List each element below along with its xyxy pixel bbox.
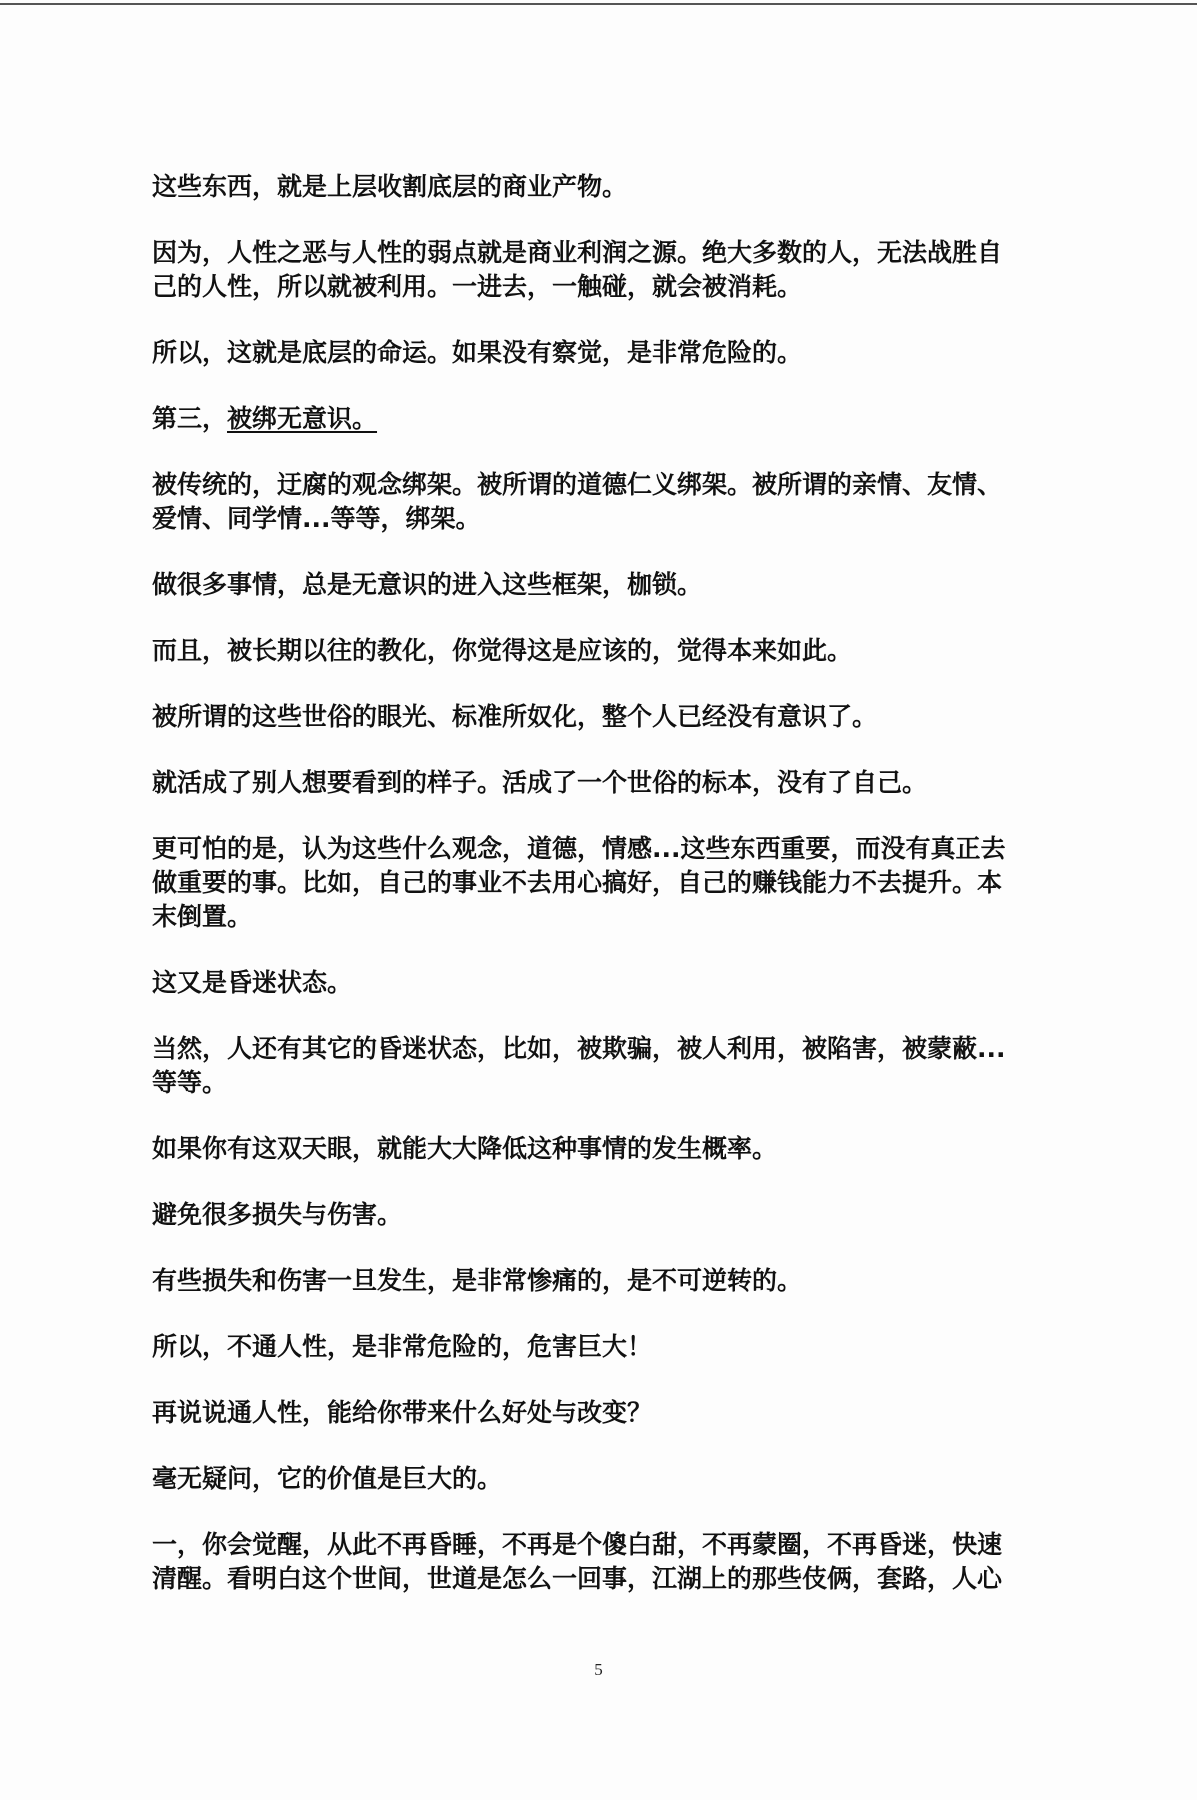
line: 被传统的，迂腐的观念绑架。被所谓的道德仁义绑架。被所谓的亲情、友情、 xyxy=(152,470,1003,499)
line: 这又是昏迷状态。 xyxy=(152,968,353,997)
paragraph-11 xyxy=(152,966,1032,1000)
paragraph-12 xyxy=(152,1032,1032,1100)
line: 毫无疑问，它的价值是巨大的。 xyxy=(152,1464,503,1493)
paragraph-18 xyxy=(152,1462,1032,1496)
paragraph-16 xyxy=(152,1330,1032,1364)
top-edge-rule xyxy=(0,3,1197,5)
line: 就活成了别人想要看到的样子。活成了一个世俗的标本，没有了自己。 xyxy=(152,768,928,797)
heading-underlined-text: 被绑无意识。 xyxy=(227,404,378,433)
paragraph-8 xyxy=(152,700,1032,734)
document-body xyxy=(152,170,1032,1596)
paragraph-3 xyxy=(152,336,1032,370)
line: 等等。 xyxy=(152,1068,228,1097)
line: 如果你有这双天眼，就能大大降低这种事情的发生概率。 xyxy=(152,1134,778,1163)
paragraph-6 xyxy=(152,568,1032,602)
paragraph-19 xyxy=(152,1528,1032,1596)
paragraph-9 xyxy=(152,766,1032,800)
line: 末倒置。 xyxy=(152,902,253,931)
page-number: 5 xyxy=(594,1660,603,1679)
paragraph-13 xyxy=(152,1132,1032,1166)
line: 清醒。看明白这个世间，世道是怎么一回事，江湖上的那些伎俩，套路，人心 xyxy=(152,1564,1003,1593)
paragraph-2 xyxy=(152,236,1032,304)
section-heading xyxy=(152,402,1032,436)
line: 所以，这就是底层的命运。如果没有察觉，是非常危险的。 xyxy=(152,338,803,367)
line: 因为，人性之恶与人性的弱点就是商业利润之源。绝大多数的人，无法战胜自 xyxy=(152,238,1003,267)
line: 这些东西，就是上层收割底层的商业产物。 xyxy=(152,172,628,201)
paragraph-7 xyxy=(152,634,1032,668)
line: 再说说通人性，能给你带来什么好处与改变？ xyxy=(152,1398,653,1427)
line: 更可怕的是，认为这些什么观念，道德，情感...这些东西重要，而没有真正去 xyxy=(152,834,1006,863)
line: 被所谓的这些世俗的眼光、标准所奴化，整个人已经没有意识了。 xyxy=(152,702,878,731)
line: 有些损失和伤害一旦发生，是非常惨痛的，是不可逆转的。 xyxy=(152,1266,803,1295)
paragraph-1 xyxy=(152,170,1032,204)
paragraph-10 xyxy=(152,832,1032,934)
paragraph-17 xyxy=(152,1396,1032,1430)
line: 当然，人还有其它的昏迷状态，比如，被欺骗，被人利用，被陷害，被蒙蔽... xyxy=(152,1034,1006,1063)
line: 己的人性，所以就被利用。一进去，一触碰，就会被消耗。 xyxy=(152,272,803,301)
line: 做重要的事。比如，自己的事业不去用心搞好，自己的赚钱能力不去提升。本 xyxy=(152,868,1003,897)
paragraph-15 xyxy=(152,1264,1032,1298)
line: 避免很多损失与伤害。 xyxy=(152,1200,403,1229)
line: 所以，不通人性，是非常危险的，危害巨大！ xyxy=(152,1332,653,1361)
line: 而且，被长期以往的教化，你觉得这是应该的，觉得本来如此。 xyxy=(152,636,853,665)
line: 爱情、同学情...等等，绑架。 xyxy=(152,504,481,533)
paragraph-14 xyxy=(152,1198,1032,1232)
line: 做很多事情，总是无意识的进入这些框架，枷锁。 xyxy=(152,570,703,599)
paragraph-5 xyxy=(152,468,1032,536)
line: 一，你会觉醒，从此不再昏睡，不再是个傻白甜，不再蒙圈，不再昏迷，快速 xyxy=(152,1530,1003,1559)
heading-prefix: 第三， xyxy=(152,404,228,433)
